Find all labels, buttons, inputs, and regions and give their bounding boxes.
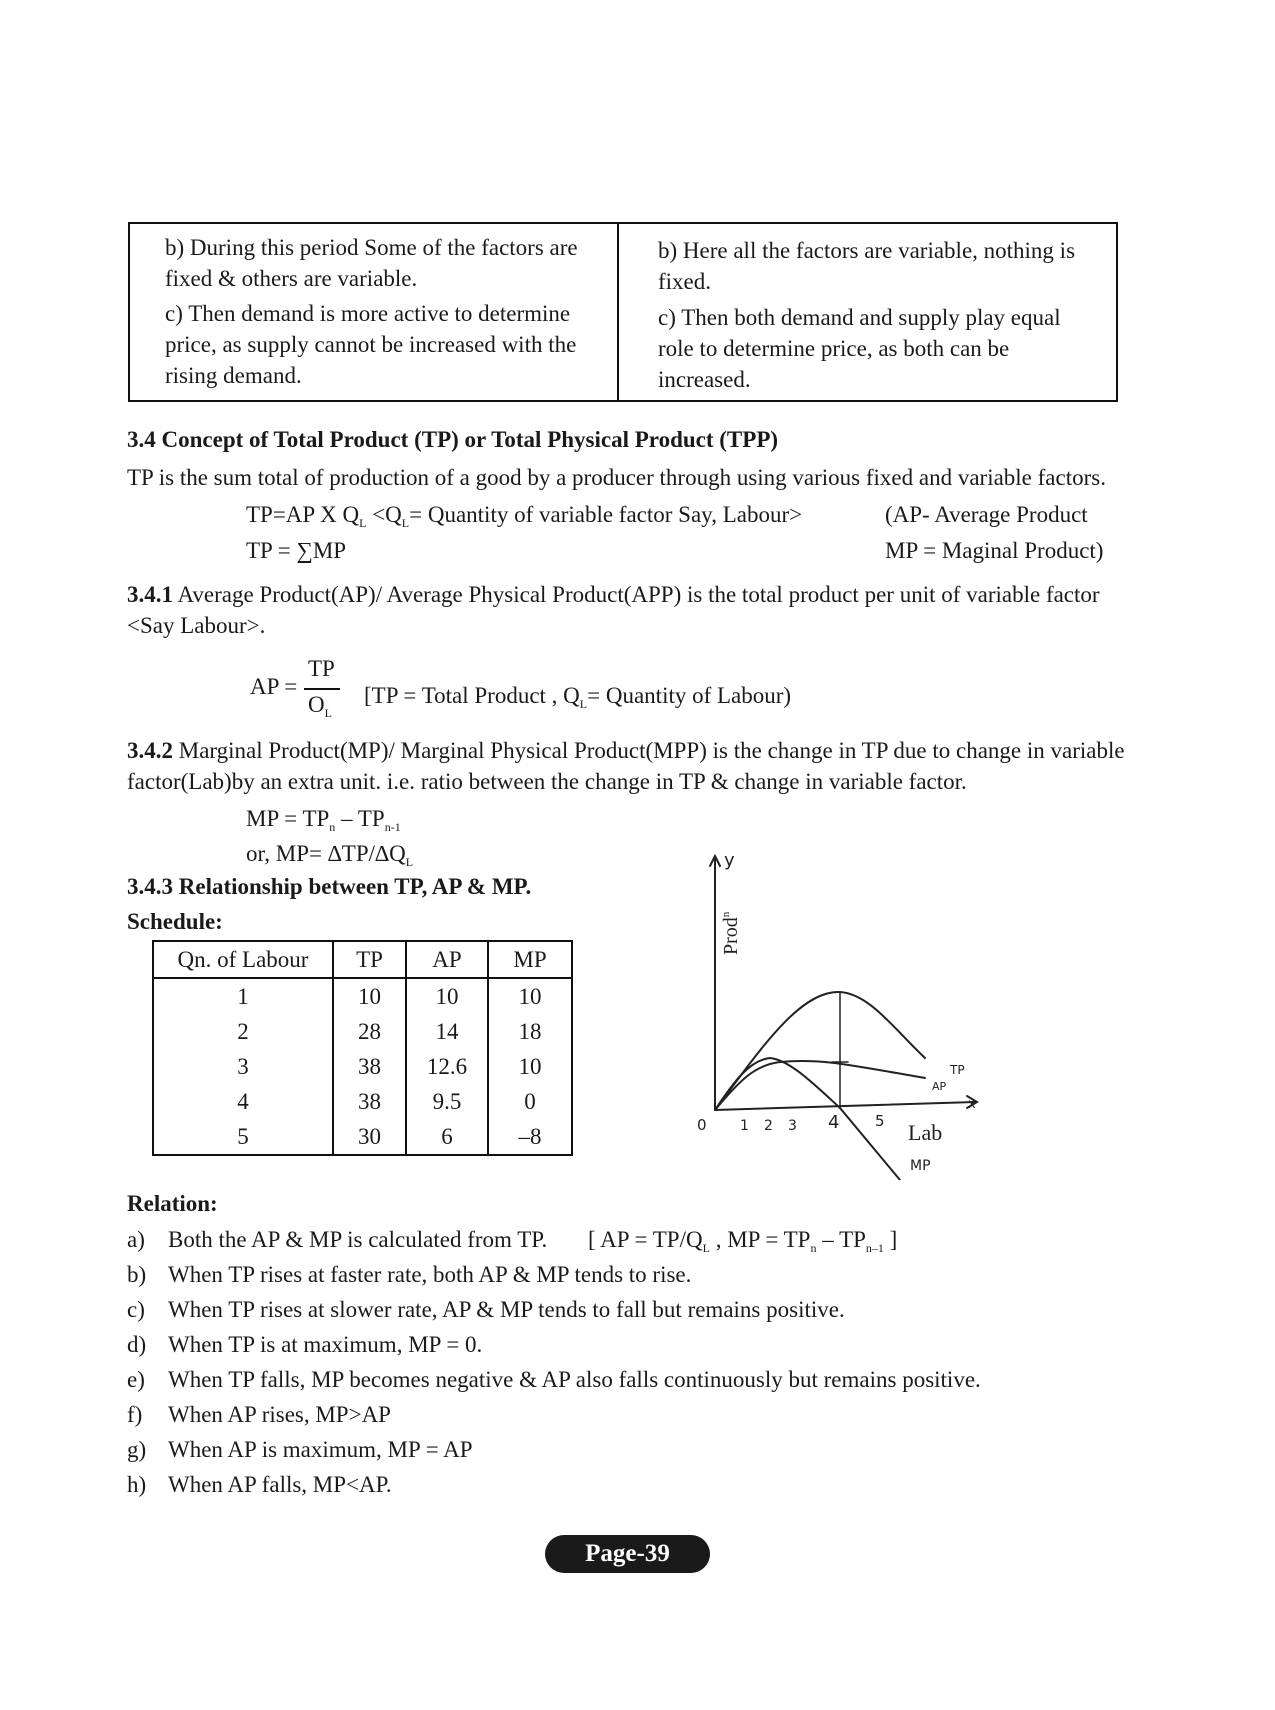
ap-definition-line2: <Say Labour>. — [127, 613, 266, 638]
relation-item-d: When TP is at maximum, MP = 0. — [168, 1332, 483, 1357]
mp-definition-line2: factor(Lab)by an extra unit. i.e. ratio between the change in TP & change in variable factor. — [127, 769, 967, 794]
axis-title-prod: Prod$^n$ — [720, 911, 742, 955]
x-axis — [715, 1102, 975, 1110]
relation-item-g: When AP is maximum, MP = AP — [168, 1437, 473, 1462]
y-label: y — [724, 850, 735, 871]
right-item-c: c) Then both demand and supply play equal role to determine price, as both can be increased. — [658, 305, 1061, 392]
tick-1: 1 — [740, 1118, 749, 1134]
page-number-badge: Page-39 — [545, 1535, 710, 1573]
table-cell: 4 — [153, 1084, 333, 1119]
section-heading-3-4-3: 3.4.3 Relationship between TP, AP & MP. — [127, 874, 532, 899]
relation-item-f: When AP rises, MP>AP — [168, 1402, 391, 1427]
schedule-table — [152, 940, 573, 1156]
table-divider — [617, 222, 619, 402]
relation-marker-b: b) — [127, 1262, 147, 1287]
relation-marker-e: e) — [127, 1367, 145, 1392]
relation-a-formula: [ AP = $TP/Q_L$ , MP = $TP_n - TP_{n-1}$ ] — [588, 1227, 898, 1255]
tp-ap-mp-graph — [680, 840, 1000, 1180]
mp-definition: 3.4.2 Marginal Product(MP)/ Marginal Physical Product(MPP) is the change in TP due to change in variable — [127, 738, 1125, 763]
table-cell: 28 — [333, 1014, 406, 1049]
relation-item-e: When TP falls, MP becomes negative & AP also falls continuously but remains positive. — [168, 1367, 981, 1392]
relation-marker-g: g) — [127, 1437, 147, 1462]
relation-item-a: Both the AP & MP is calculated from TP. — [168, 1227, 548, 1252]
col-header-ap: AP — [406, 941, 488, 978]
ap-note: (AP- Average Product — [885, 502, 1088, 527]
origin-label: 0 — [697, 1116, 707, 1134]
lab-label: Lab — [908, 1120, 943, 1145]
table-cell: 10 — [333, 978, 406, 1014]
table-cell: 12.6 — [406, 1049, 488, 1084]
tick-2: 2 — [764, 1118, 773, 1134]
fraction-denominator: $O_L$ — [308, 692, 332, 720]
table-row — [153, 1119, 572, 1155]
fraction-numerator: TP — [308, 656, 335, 681]
ap-lhs: AP = — [250, 674, 298, 699]
section-heading-3-4: 3.4 Concept of Total Product (TP) or Total Physical Product (TPP) — [127, 427, 779, 452]
table-row — [153, 1084, 572, 1119]
mp-note: MP = Maginal Product) — [885, 538, 1104, 563]
table-header-row — [153, 941, 572, 978]
tp-formula-1: TP=AP X $Q_L <Q_L=$ Quantity of variable factor Say, Labour> — [246, 502, 803, 530]
ap-label: AP — [932, 1080, 947, 1093]
table-cell: 1 — [153, 978, 333, 1014]
table-cell: 10 — [488, 1049, 572, 1084]
table-cell: 38 — [333, 1084, 406, 1119]
left-item-c: c) Then demand is more active to determine price, as supply cannot be increased with the rising demand. — [165, 301, 577, 388]
table-cell: 10 — [406, 978, 488, 1014]
left-item-b: b) During this period Some of the factors are fixed & others are variable. — [165, 235, 578, 291]
table-row — [153, 1014, 572, 1049]
relation-marker-h: h) — [127, 1472, 147, 1497]
col-header-tp: TP — [333, 941, 406, 978]
table-cell: 14 — [406, 1014, 488, 1049]
table-row — [153, 1049, 572, 1084]
mp-formula-2: or, $MP= \Delta TP/\Delta Q_L$ — [246, 841, 414, 869]
table-cell: 0 — [488, 1084, 572, 1119]
table-cell: 10 — [488, 978, 572, 1014]
relation-marker-f: f) — [127, 1402, 143, 1427]
fraction-bar — [304, 688, 340, 690]
ap-definition: 3.4.1 Average Product(AP)/ Average Physical Product(APP) is the total product per unit of variable factor — [127, 582, 1100, 607]
table-cell: 5 — [153, 1119, 333, 1155]
relation-item-c: When TP rises at slower rate, AP & MP tends to fall but remains positive. — [168, 1297, 845, 1322]
relation-marker-a: a) — [127, 1227, 145, 1252]
relation-marker-c: c) — [127, 1297, 145, 1322]
tp-formula-2: TP = ∑MP — [246, 538, 347, 563]
col-header-mp: MP — [488, 941, 572, 978]
mp-formula-1: MP = $TP_n - TP_{n-1}$ — [246, 806, 401, 834]
right-item-b: b) Here all the factors are variable, nothing is fixed. — [658, 238, 1076, 294]
table-cell: 18 — [488, 1014, 572, 1049]
mp-label: MP — [910, 1158, 931, 1174]
relation-marker-d: d) — [127, 1332, 147, 1357]
tp-curve — [715, 992, 925, 1110]
table-cell: 3 — [153, 1049, 333, 1084]
tick-3: 3 — [788, 1118, 797, 1134]
col-header-labour: Qn. of Labour — [153, 941, 333, 978]
schedule-label: Schedule: — [127, 909, 223, 934]
relation-item-h: When AP falls, MP<AP. — [168, 1472, 392, 1497]
x-label: x — [968, 1097, 976, 1112]
table-cell: 30 — [333, 1119, 406, 1155]
table-cell: 9.5 — [406, 1084, 488, 1119]
ap-bracket-note: [TP = Total Product , $Q_L=$ Quantity of Labour) — [364, 683, 792, 711]
relation-heading: Relation: — [127, 1191, 218, 1216]
relation-item-b: When TP rises at faster rate, both AP & MP tends to rise. — [168, 1262, 692, 1287]
tp-label: TP — [950, 1063, 965, 1077]
table-row — [153, 978, 572, 1014]
tick-4: 4 — [828, 1112, 840, 1133]
table-cell: 38 — [333, 1049, 406, 1084]
table-cell: 2 — [153, 1014, 333, 1049]
tick-5: 5 — [875, 1112, 885, 1130]
tp-definition: TP is the sum total of production of a good by a producer through using various fixed and variable factors. — [127, 465, 1106, 490]
table-cell: 6 — [406, 1119, 488, 1155]
table-cell: –8 — [488, 1119, 572, 1155]
